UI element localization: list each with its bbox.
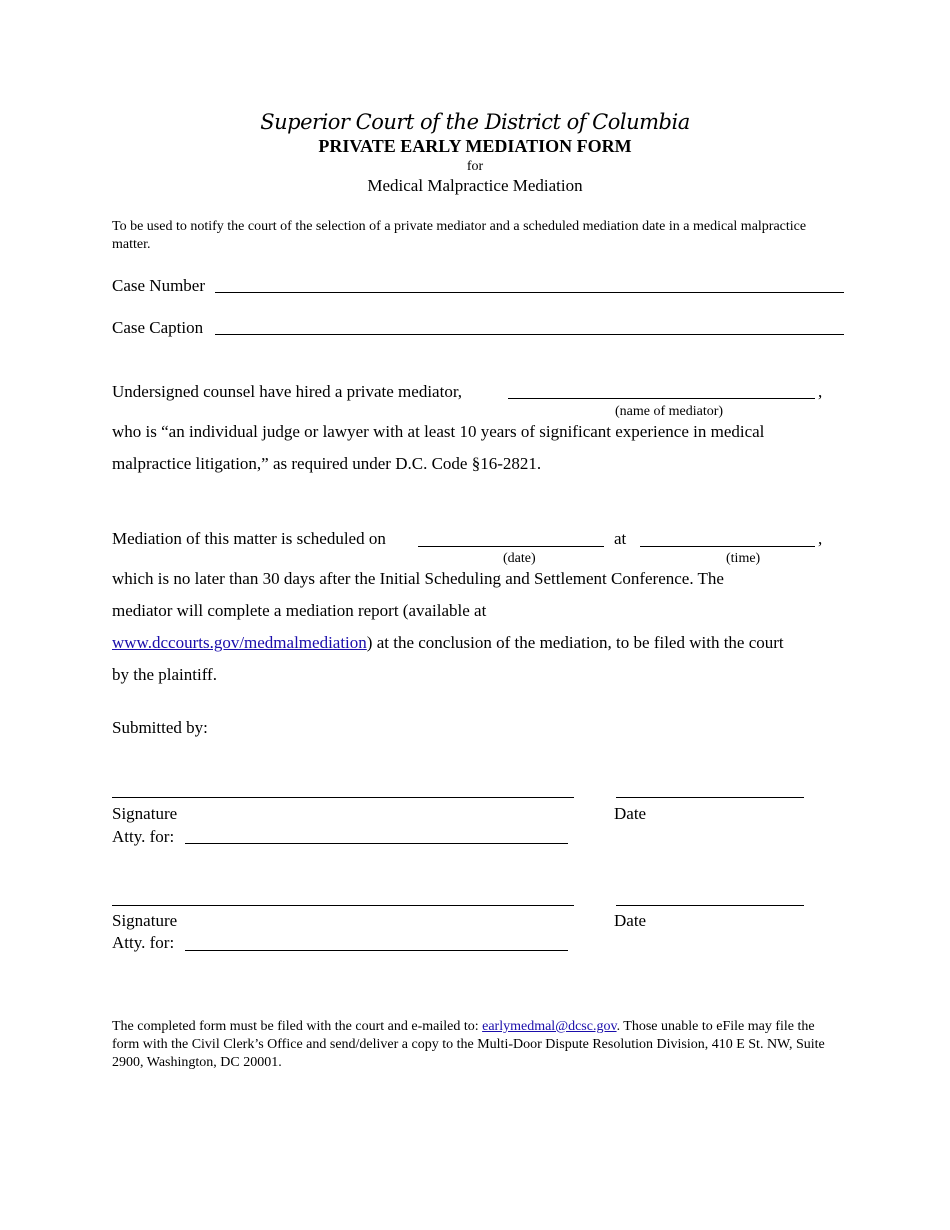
date-label-1: Date bbox=[614, 804, 647, 823]
schedule-line5: by the plaintiff. bbox=[112, 665, 217, 684]
mediator-line1: Undersigned counsel have hired a private mediator, bbox=[112, 382, 463, 401]
mediation-report-link[interactable]: www.dccourts.gov/medmalmediation bbox=[112, 633, 367, 652]
court-name: Superior Court of the District of Columbia bbox=[260, 110, 690, 134]
case-number-label: Case Number bbox=[112, 276, 206, 295]
at-label: at bbox=[614, 529, 627, 548]
signature-field-1[interactable] bbox=[112, 797, 574, 798]
schedule-line1: Mediation of this matter is scheduled on bbox=[112, 529, 386, 548]
mediator-name-hint: (name of mediator) bbox=[615, 404, 724, 419]
date-signature-field-2[interactable] bbox=[616, 905, 804, 906]
atty-for-label-1: Atty. for: bbox=[112, 827, 175, 846]
time-hint: (time) bbox=[726, 551, 761, 566]
time-field[interactable] bbox=[640, 546, 815, 547]
schedule-line4-rest: ) at the conclusion of the mediation, to be filed with the court bbox=[366, 633, 784, 652]
date-label-2: Date bbox=[614, 911, 647, 930]
case-caption-field[interactable] bbox=[215, 334, 844, 335]
date-signature-field-1[interactable] bbox=[616, 797, 804, 798]
mediator-line3: malpractice litigation,” as required under D.C. Code §16-2821. bbox=[112, 454, 542, 473]
date-field[interactable] bbox=[418, 546, 604, 547]
mediator-name-field[interactable] bbox=[508, 398, 815, 399]
footer-email-link[interactable]: earlymedmal@dcsc.gov bbox=[482, 1019, 617, 1034]
atty-for-field-1[interactable] bbox=[185, 843, 568, 844]
schedule-line4 bbox=[112, 633, 784, 653]
schedule-line2: which is no later than 30 days after the Initial Scheduling and Settlement Conference. The bbox=[112, 569, 724, 588]
date-hint: (date) bbox=[503, 551, 536, 566]
mediator-line2: who is “an individual judge or lawyer with at least 10 years of significant experience in medical bbox=[112, 422, 765, 441]
form-title: PRIVATE EARLY MEDIATION FORM bbox=[318, 136, 632, 156]
schedule-line3: mediator will complete a mediation report (available at bbox=[112, 601, 487, 620]
schedule-comma: , bbox=[818, 529, 823, 548]
for-label: for bbox=[466, 159, 484, 174]
case-caption-label: Case Caption bbox=[112, 318, 204, 337]
footer-text-before: The completed form must be filed with the court and e-mailed to: bbox=[112, 1019, 483, 1034]
atty-for-label-2: Atty. for: bbox=[112, 933, 175, 952]
submitted-by-label: Submitted by: bbox=[112, 718, 208, 737]
form-subtitle: Medical Malpractice Mediation bbox=[367, 176, 583, 195]
intro-text: To be used to notify the court of the selection of a private mediator and a scheduled mediation date in a medical malpractice matter. bbox=[112, 219, 807, 252]
signature-label-2: Signature bbox=[112, 911, 178, 930]
signature-label-1: Signature bbox=[112, 804, 178, 823]
mediator-comma: , bbox=[818, 382, 823, 401]
case-number-field[interactable] bbox=[215, 292, 844, 293]
signature-field-2[interactable] bbox=[112, 905, 574, 906]
footer-text-after: . Those unable to eFile may file the form with the Civil Clerk’s Office and send/deliver a copy to the Multi-Door Dispute Resolution Division, 410 E St. NW, Suite 2900, Washington, DC 20001. bbox=[112, 1019, 825, 1070]
footer-instructions bbox=[112, 1018, 842, 1072]
atty-for-field-2[interactable] bbox=[185, 950, 568, 951]
